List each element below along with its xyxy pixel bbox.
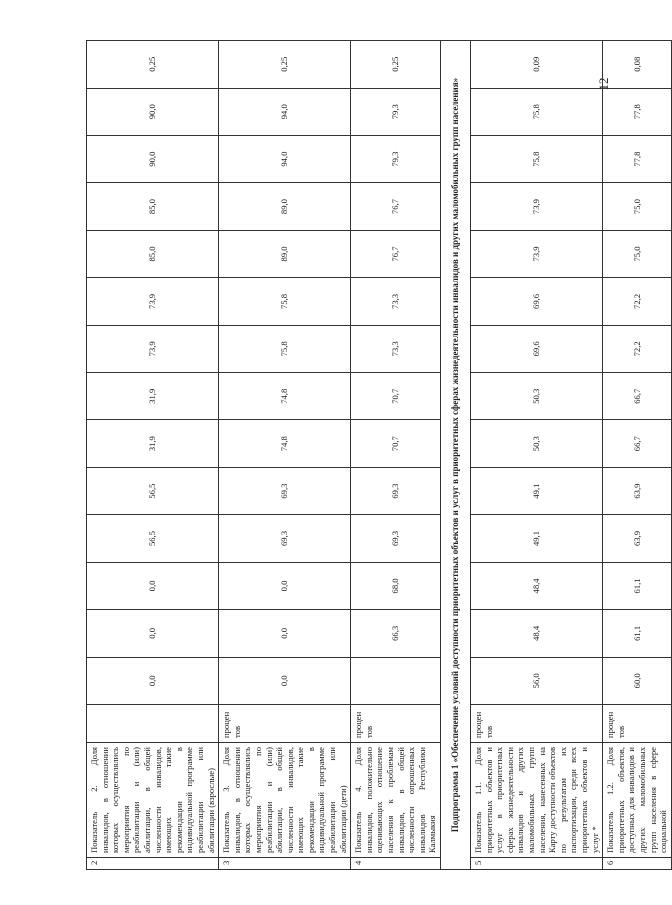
indicator-value: 56,5 bbox=[87, 515, 219, 562]
indicator-value: 75,8 bbox=[471, 88, 603, 135]
indicator-value: 76,7 bbox=[351, 183, 441, 230]
indicator-value: 73,9 bbox=[471, 183, 603, 230]
rotated-indicator-table bbox=[86, 40, 669, 870]
row-number: 4 bbox=[351, 858, 441, 870]
indicator-value: 72,2 bbox=[603, 278, 672, 325]
indicator-value: 0,0 bbox=[219, 610, 351, 657]
indicator-value: 0,0 bbox=[219, 562, 351, 609]
indicator-value: 73,9 bbox=[87, 278, 219, 325]
indicator-value: 69,3 bbox=[219, 515, 351, 562]
indicator-value: 0,25 bbox=[351, 41, 441, 89]
indicator-value: 75,0 bbox=[603, 183, 672, 230]
indicator-name: Показатель 4. Доля инвалидов, положительно оценивающих отношение населения к проблемам инвалидов, в общей численности опрошенных инвалидов Республики Калмыкия bbox=[351, 743, 441, 858]
indicator-name: Показатель 3. Доля инвалидов, в отношении которых осуществлялись мероприятия по реабилитации и (или) абилитации, в общей численности инвалидов, имеющих такие рекомендации в индивидуальной программе реабилитации или абилитации (дети) bbox=[219, 743, 351, 858]
indicator-value: 0,0 bbox=[87, 562, 219, 609]
indicator-row bbox=[603, 41, 672, 870]
unit-of-measure: процен тов bbox=[471, 705, 603, 743]
indicator-value: 73,3 bbox=[351, 278, 441, 325]
indicator-value: 0,0 bbox=[87, 657, 219, 704]
indicator-value: 68,0 bbox=[351, 562, 441, 609]
indicator-name: Показатель 1.1. Доля приоритетных объектов и услуг в приоритетных сферах жизнедеятельности инвалидов и других маломобильных групп населения, нанесенных на Карту доступности объектов по результатам их паспортизации, среди всех приоритетных объектов и услуг * bbox=[471, 743, 603, 858]
indicator-value: 73,9 bbox=[87, 325, 219, 372]
indicator-value: 69,6 bbox=[471, 325, 603, 372]
indicator-value: 75,0 bbox=[603, 230, 672, 277]
indicator-value: 77,8 bbox=[603, 88, 672, 135]
unit-of-measure: процен тов bbox=[603, 705, 672, 743]
indicator-value: 73,9 bbox=[471, 230, 603, 277]
indicator-row bbox=[471, 41, 603, 870]
indicator-value: 94,0 bbox=[219, 88, 351, 135]
indicator-value: 60,0 bbox=[603, 657, 672, 704]
indicator-value bbox=[351, 657, 441, 704]
row-number: 2 bbox=[87, 858, 219, 870]
row-number: 3 bbox=[219, 858, 351, 870]
indicator-value: 90,0 bbox=[87, 135, 219, 182]
indicator-value: 72,2 bbox=[603, 325, 672, 372]
unit-of-measure: процен тов bbox=[219, 705, 351, 743]
indicator-value: 48,4 bbox=[471, 562, 603, 609]
indicator-table bbox=[86, 40, 672, 870]
page-number-text: 12 bbox=[596, 77, 611, 91]
indicator-value: 70,7 bbox=[351, 420, 441, 467]
indicator-value: 73,3 bbox=[351, 325, 441, 372]
indicator-name: Показатель 1.2. Доля приоритетных объектов, доступных для инвалидов и других маломобильных групп населения в сфере социальной bbox=[603, 743, 672, 858]
indicator-value: 56,0 bbox=[471, 657, 603, 704]
indicator-value: 69,6 bbox=[471, 278, 603, 325]
indicator-value: 74,8 bbox=[219, 373, 351, 420]
indicator-value: 31,9 bbox=[87, 373, 219, 420]
row-number: 5 bbox=[471, 858, 603, 870]
indicator-table-body bbox=[87, 41, 672, 870]
subprogram-header-row bbox=[441, 41, 471, 870]
indicator-value: 0,25 bbox=[219, 41, 351, 89]
indicator-value: 0,08 bbox=[603, 41, 672, 89]
indicator-value: 90,0 bbox=[87, 88, 219, 135]
indicator-value: 85,0 bbox=[87, 183, 219, 230]
indicator-row bbox=[87, 41, 219, 870]
indicator-value: 76,7 bbox=[351, 230, 441, 277]
indicator-value: 0,0 bbox=[219, 657, 351, 704]
indicator-value: 77,8 bbox=[603, 135, 672, 182]
indicator-value: 50,3 bbox=[471, 420, 603, 467]
indicator-value: 75,8 bbox=[471, 135, 603, 182]
indicator-name: Показатель 2. Доля инвалидов, в отношении которых осуществлялись мероприятия по реабилитации и (или) абилитации, в общей численности инвалидов, имеющих такие рекомендации в индивидуальной программе реабилитации или абилитации (взрослые) bbox=[87, 743, 219, 858]
indicator-value: 85,0 bbox=[87, 230, 219, 277]
indicator-value: 48,4 bbox=[471, 610, 603, 657]
indicator-value: 89,0 bbox=[219, 183, 351, 230]
indicator-value: 89,0 bbox=[219, 230, 351, 277]
indicator-value: 94,0 bbox=[219, 135, 351, 182]
indicator-row bbox=[219, 41, 351, 870]
indicator-value: 0,25 bbox=[87, 41, 219, 89]
indicator-value: 66,7 bbox=[603, 373, 672, 420]
indicator-value: 49,1 bbox=[471, 515, 603, 562]
indicator-value: 75,8 bbox=[219, 278, 351, 325]
unit-of-measure: процен тов bbox=[351, 705, 441, 743]
indicator-value: 69,3 bbox=[219, 467, 351, 514]
indicator-row bbox=[351, 41, 441, 870]
indicator-value: 31,9 bbox=[87, 420, 219, 467]
indicator-value: 74,8 bbox=[219, 420, 351, 467]
indicator-value: 63,9 bbox=[603, 467, 672, 514]
indicator-value: 50,3 bbox=[471, 373, 603, 420]
indicator-value: 0,0 bbox=[87, 610, 219, 657]
indicator-value: 69,3 bbox=[351, 467, 441, 514]
indicator-value: 75,8 bbox=[219, 325, 351, 372]
indicator-value: 56,5 bbox=[87, 467, 219, 514]
indicator-value: 70,7 bbox=[351, 373, 441, 420]
indicator-value: 66,7 bbox=[603, 420, 672, 467]
row-number: 6 bbox=[603, 858, 672, 870]
indicator-value: 0,09 bbox=[471, 41, 603, 89]
indicator-value: 63,9 bbox=[603, 515, 672, 562]
indicator-value: 61,1 bbox=[603, 562, 672, 609]
unit-of-measure bbox=[87, 705, 219, 743]
indicator-value: 61,1 bbox=[603, 610, 672, 657]
indicator-value: 49,1 bbox=[471, 467, 603, 514]
indicator-value: 79,3 bbox=[351, 135, 441, 182]
indicator-value: 69,3 bbox=[351, 515, 441, 562]
subprogram-title: Подпрограмма 1 «Обеспечение условий доступности приоритетных объектов и услуг в приоритетных сферах жизнедеятельности инвалидов и других маломобильных групп населения» bbox=[441, 41, 471, 870]
indicator-value: 79,3 bbox=[351, 88, 441, 135]
indicator-value: 66,3 bbox=[351, 610, 441, 657]
